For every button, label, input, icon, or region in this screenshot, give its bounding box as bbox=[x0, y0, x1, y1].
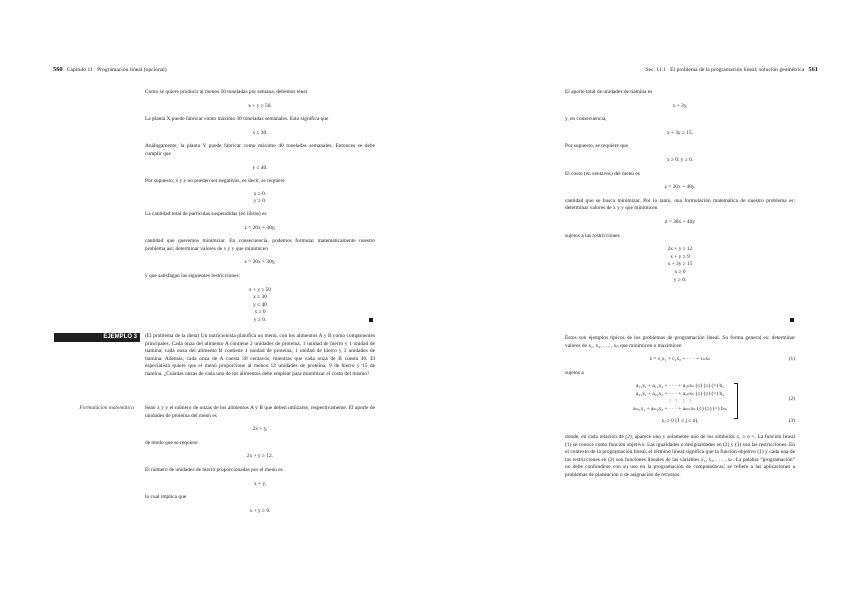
constraint: y ≥ 0. bbox=[673, 276, 687, 283]
paragraph: Sean x y y el número de onzas de los alimentos A y B que deben utilizarse, respectivamente. El aporte de unidades de proteína del menú es bbox=[145, 405, 375, 419]
equation: z = 20x + 30y, bbox=[244, 224, 276, 231]
right-page-number: 561 bbox=[808, 66, 818, 73]
paragraph: y que satisfagan las siguientes restricciones: bbox=[145, 272, 241, 279]
equation: z = 30x + 40y bbox=[664, 218, 696, 225]
constraint: y ≥ 0. bbox=[253, 316, 267, 323]
equation: x + y ≥ 50. bbox=[248, 102, 272, 109]
equation: x + y, bbox=[253, 480, 267, 487]
paragraph: donde, en cada relación de (2), aparece uno y solamente uno de los símbolos ≤, ≥ o =. La función lineal (1) se conoce como función objetivo. Las igualdades o desigualdades en (2) y (3) son las restricciones. En el contexto de la programación lineal, el término lineal significa que la función objetivo (1) y cada una de las restricciones en (2) son funciones lineales de las variables x₁, x₂, . . . , xₙ. La palabra “programación” no debe confundirse con su uso en la programación de computadoras; se refiere a las aplicaciones a problemas de planeación o de asignación de recursos. bbox=[565, 433, 795, 478]
equation: 2x + y, bbox=[252, 426, 268, 433]
paragraph: El aporte total de unidades de tiamina es bbox=[565, 89, 653, 95]
paragraph: Éstos son ejemplos típicos de los problemas de programación lineal. Su forma general es: determinar valores de x₁, x₂, . . . , xₙ que minimicen o maximicen bbox=[565, 335, 795, 349]
constraint: y ≤ 40 bbox=[253, 301, 267, 308]
right-brace bbox=[734, 383, 738, 419]
paragraph: Por supuesto, se requiere que bbox=[565, 143, 629, 150]
equation: y ≤ 40. bbox=[252, 164, 268, 171]
constraint: x ≥ 0 bbox=[674, 268, 686, 275]
example-label: EJEMPLO 3 bbox=[54, 333, 140, 342]
paragraph: y, en consecuencia, bbox=[565, 116, 607, 123]
paragraph: Por supuesto, x y y no pueden ser negativos, es decir, se requiere bbox=[145, 178, 285, 185]
constraint-system bbox=[145, 287, 375, 325]
paragraph: cantidad que se busca minimizar. Por lo tanto, una formulación matemática de nuestro problema es: determinar valores de x y y que minimicen bbox=[565, 197, 795, 212]
constraint-system bbox=[565, 246, 795, 284]
equation: y ≥ 0. bbox=[253, 198, 267, 205]
constraint: x + y ≥ 50 bbox=[248, 286, 272, 293]
left-body-top bbox=[145, 89, 375, 324]
example-body bbox=[145, 333, 375, 379]
equation-number: (1) bbox=[788, 356, 795, 363]
nonneg-equation bbox=[565, 418, 795, 426]
right-running-head bbox=[645, 66, 818, 73]
system-row: ⋮ ⋮ ⋮ ⋮ bbox=[667, 398, 693, 405]
paragraph: Como se quiere producir al menos 50 toneladas por semana, debemos tener bbox=[145, 89, 308, 95]
constraint: x + 3y ≥ 15 bbox=[667, 261, 693, 268]
equation: x + 3y, bbox=[672, 102, 688, 109]
left-running-head bbox=[53, 66, 167, 73]
paragraph: La planta X puede fabricar como máximo 30 toneladas semanales. Esto significa que bbox=[145, 116, 329, 123]
formulation-body bbox=[145, 405, 375, 515]
equation: z = 20x + 30y, bbox=[244, 259, 276, 266]
constraint: x + y ≥ 9 bbox=[670, 253, 690, 260]
equation-number: (3) bbox=[788, 418, 795, 425]
left-chapter-title: Programación lineal (opcional) bbox=[97, 67, 167, 73]
paragraph: Análogamente, la planta Y puede fabricar como máximo 40 toneladas semanales. Entonces se debe cumplir que bbox=[145, 143, 375, 157]
margin-note: Formulación matemática bbox=[79, 405, 134, 411]
equation: z = 30x + 40y, bbox=[664, 184, 696, 191]
constraint: x ≥ 0 bbox=[254, 309, 266, 316]
equation: x + 3y ≥ 15. bbox=[666, 129, 694, 136]
right-page bbox=[424, 0, 848, 599]
right-body-bottom bbox=[565, 335, 795, 480]
equation: x ≥ 0, y ≥ 0. bbox=[666, 156, 694, 163]
objective-equation bbox=[565, 356, 795, 364]
equation: z = c₁x₁ + c₂x₂ + · · · + cₙxₙ bbox=[649, 356, 711, 363]
paragraph: de modo que se requiere bbox=[145, 439, 198, 446]
constraint: 2x + y ≥ 12 bbox=[667, 246, 693, 253]
left-chapter-label: Capítulo 11 bbox=[66, 67, 93, 73]
paragraph: sujetos a bbox=[565, 369, 584, 376]
right-section-label: Sec. 11.1 bbox=[645, 67, 666, 73]
equation: xⱼ ≥ 0 (1 ≤ j ≤ n), bbox=[661, 418, 699, 425]
system-row: aₘ₁x₁ + aₘ₂x₂ + · · · + aₘₙxₙ (≤) (≥) (=) bₘ bbox=[633, 406, 727, 413]
paragraph: sujetos a las restricciones bbox=[565, 232, 620, 239]
right-section-title: El problema de la programación lineal; solución geométrica bbox=[670, 67, 805, 73]
equation: x ≤ 30. bbox=[252, 129, 268, 136]
paragraph: lo cual implica que bbox=[145, 494, 187, 501]
equation: 2x + y ≥ 12. bbox=[246, 453, 274, 460]
end-of-example-mark bbox=[790, 318, 794, 322]
system-row: a₁₁x₁ + a₁₂x₂ + · · · + a₁ₙxₙ (≤) (≥) (=) b₁ bbox=[635, 383, 725, 390]
paragraph: El número de unidades de hierro proporcionadas por el menú es bbox=[145, 466, 283, 473]
paragraph: cantidad que queremos minimizar. En consecuencia, podemos formular matemáticamente nuestro problema así: determinar valores de x y y que minimicen bbox=[145, 238, 375, 252]
end-of-example-mark bbox=[369, 318, 373, 322]
equation-number: (2) bbox=[788, 396, 795, 403]
constraint-system-general bbox=[565, 383, 795, 417]
equation: x ≥ 0. bbox=[253, 190, 267, 197]
right-body-top bbox=[565, 89, 795, 284]
constraint: x ≤ 30 bbox=[253, 294, 267, 301]
paragraph: La cantidad total de partículas suspendidas (en libras) es bbox=[145, 210, 267, 217]
paragraph: El costo (en centavos) del menú es bbox=[565, 170, 640, 177]
equation: x + y ≥ 9. bbox=[249, 507, 271, 514]
example-text: (El problema de la dieta) Un nutricionista planifica un menú, con los alimentos A y B como componentes principales. Cada onza del alimento A contiene 2 unidades de proteína, 1 unidad de hierro y 1 unidad de tiamina; cada onza del alimento B contiene 1 unidad de proteína, 1 unidad de hierro y 3 unidades de tiamina. Además, cada onza de A cuesta 30 centavos, mientras que cada onza de B cuesta 40. El especialista quiere que el menú proporcione al menos 12 unidades de proteína, 9 de hierro y 15 de tiamina. ¿Cuántas onzas de cada uno de los alimentos debe emplear para minimizar el costo del mismo? bbox=[145, 333, 375, 377]
system-row: a₂₁x₁ + a₂₂x₂ + · · · + a₂ₙxₙ (≤) (≥) (=) b₂ bbox=[635, 390, 725, 397]
left-page-number: 560 bbox=[53, 66, 63, 73]
